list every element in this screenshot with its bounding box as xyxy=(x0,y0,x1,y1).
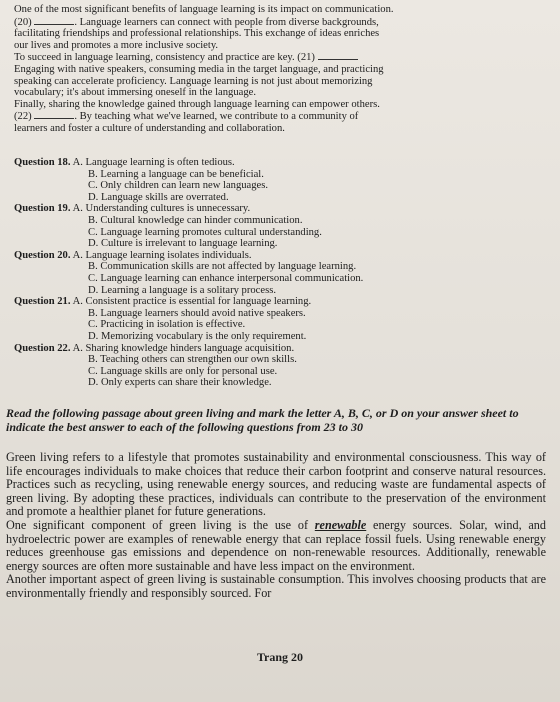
section-instruction: Read the following passage about green living and mark the letter A, B, C, or D on your answer sheet to indicate the best answer to each of the following questions from 23 to 30 xyxy=(6,406,519,434)
question-22 xyxy=(14,343,546,389)
question-21 xyxy=(14,296,546,342)
passage1-line xyxy=(14,51,546,64)
passage1-line: Engaging with native speakers, consuming media in the target language, and practicing xyxy=(14,63,384,75)
option-d[interactable]: D. Language skills are overrated. xyxy=(88,191,229,203)
option-a[interactable]: A. Language learning isolates individuals. xyxy=(72,249,252,261)
passage1-line: speaking can accelerate proficiency. Language learning is not just about memorizing xyxy=(14,75,373,87)
paragraph: Another important aspect of green living is sustainable consumption. This involves choosing products that are environmentally friendly and responsibly sourced. For xyxy=(6,572,546,600)
answer-blank xyxy=(318,51,358,60)
passage1-text: . By teaching what we've learned, we contribute to a community of xyxy=(74,111,359,123)
passage-reading-1 xyxy=(14,4,546,135)
passage1-line: vocabulary; it's about immersing oneself in the language. xyxy=(14,87,256,99)
passage1-line: our lives and promotes a more inclusive society. xyxy=(14,39,219,51)
passage1-text: To succeed in language learning, consistency and practice are key. (21) xyxy=(14,52,315,64)
question-label: Question 20. xyxy=(14,249,71,261)
underlined-word: renewable xyxy=(314,517,367,532)
option-c[interactable]: C. Only children can learn new languages. xyxy=(88,180,269,192)
option-b[interactable]: B. Communication skills are not affected by language learning. xyxy=(88,261,357,273)
blank-number-20: (20) xyxy=(14,16,32,28)
passage1-line: learners and foster a culture of understanding and collaboration. xyxy=(14,122,285,134)
blank-number-22: (22) xyxy=(14,111,32,123)
question-20 xyxy=(14,250,546,296)
passage1-line xyxy=(14,110,546,123)
option-a[interactable]: A. Consistent practice is essential for language learning. xyxy=(72,296,312,308)
question-label: Question 22. xyxy=(14,342,71,354)
answer-blank xyxy=(34,16,74,25)
answer-blank xyxy=(34,110,74,119)
option-a[interactable]: A. Language learning is often tedious. xyxy=(72,157,235,168)
passage-green-living xyxy=(6,451,546,601)
option-d[interactable]: D. Learning a language is a solitary process. xyxy=(88,284,276,296)
option-a[interactable]: A. Understanding cultures is unnecessary. xyxy=(72,203,251,215)
option-c[interactable]: C. Practicing in isolation is effective. xyxy=(88,319,246,331)
option-d[interactable]: D. Only experts can share their knowledge. xyxy=(88,377,272,389)
page-number: Trang 20 xyxy=(256,650,304,664)
option-c[interactable]: C. Language learning promotes cultural understanding. xyxy=(88,226,322,238)
passage1-line: facilitating friendships and professional relationships. This exchange of ideas enriches xyxy=(14,28,380,40)
option-d[interactable]: D. Culture is irrelevant to language learning. xyxy=(88,238,278,250)
question-19 xyxy=(14,203,546,249)
question-list xyxy=(14,157,546,389)
paragraph: Green living refers to a lifestyle that promotes sustainability and environmental consciousness. This way of life encourages individuals to make choices that reduce their carbon footprint and conserve natural resources. Practices such as recycling, using renewable energy sources, and reducing waste are fundamental aspects of green living. By adopting these practices, individuals can contribute to the preservation of the environment and promote a healthier planet for future generations. xyxy=(6,450,546,519)
option-c[interactable]: C. Language learning can enhance interpersonal communication. xyxy=(88,272,364,284)
question-18 xyxy=(14,157,546,203)
option-b[interactable]: B. Language learners should avoid native speakers. xyxy=(88,307,306,319)
option-c[interactable]: C. Language skills are only for personal use. xyxy=(88,365,278,377)
question-label: Question 21. xyxy=(14,296,71,308)
passage1-line xyxy=(14,16,546,29)
passage1-line: Finally, sharing the knowledge gained through language learning can empower others. xyxy=(14,98,380,110)
option-b[interactable]: B. Teaching others can strengthen our own skills. xyxy=(88,354,297,366)
paragraph-text: energy sources. Solar, wind, and hydroelectric power are examples of renewable energy that can replace fossil fuels. Using renewable energy reduces greenhouse gas emissions and dependence on non-renewable resources. Additionally, renewable energy sources are often more sustainable and have less impact on the environment. xyxy=(6,517,546,573)
paragraph xyxy=(6,519,546,573)
option-a[interactable]: A. Sharing knowledge hinders language acquisition. xyxy=(72,342,295,354)
question-label: Question 19. xyxy=(14,203,71,215)
passage1-line: One of the most significant benefits of language learning is its impact on communication. xyxy=(14,4,394,15)
option-d[interactable]: D. Memorizing vocabulary is the only requirement. xyxy=(88,330,307,342)
option-b[interactable]: B. Learning a language can be beneficial. xyxy=(88,168,264,180)
question-label: Question 18. xyxy=(14,157,71,168)
option-b[interactable]: B. Cultural knowledge can hinder communication. xyxy=(88,214,303,226)
paragraph-text: One significant component of green living is the use of xyxy=(6,517,315,532)
passage1-text: . Language learners can connect with people from diverse backgrounds, xyxy=(74,16,379,28)
